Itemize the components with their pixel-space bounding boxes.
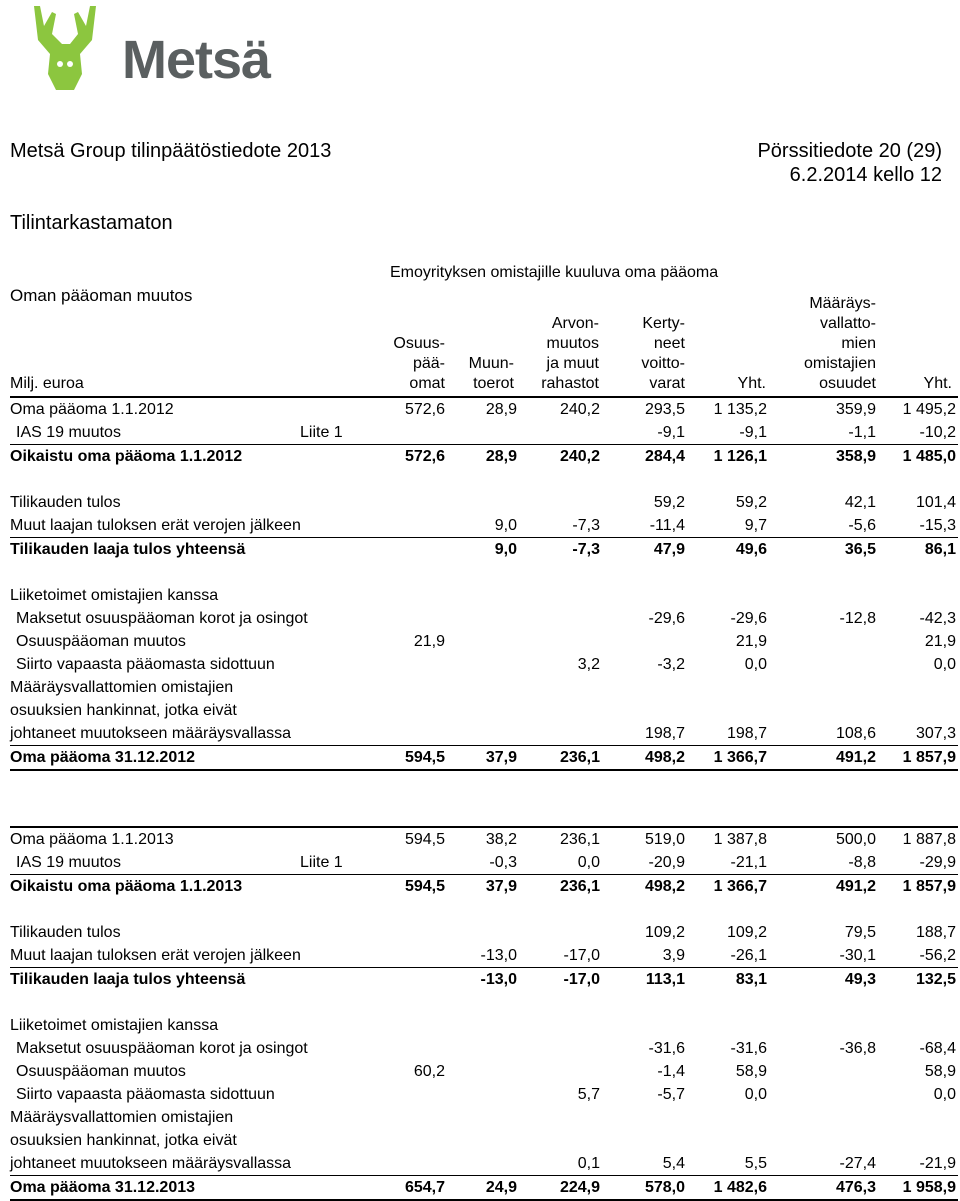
table-row <box>10 1037 958 1060</box>
cell-value: 58,9 <box>924 1063 956 1080</box>
column-header-c3: Arvon- <box>551 315 599 332</box>
cell-value: 0,0 <box>933 1086 956 1103</box>
cell-value: -13,0 <box>480 971 517 988</box>
row-label: Tilikauden tulos <box>10 494 121 511</box>
cell-value: 198,7 <box>644 725 685 742</box>
column-header-c1: Osuus- <box>393 335 445 352</box>
column-header-c6: mien <box>841 335 876 352</box>
row-label: Siirto vapaasta pääomasta sidottuun <box>16 1086 275 1103</box>
row-label: IAS 19 muutos <box>16 854 121 871</box>
column-header-c1: pää- <box>412 355 445 372</box>
cell-value: 5,5 <box>744 1155 767 1172</box>
cell-value: -5,7 <box>657 1086 685 1103</box>
cell-value: 240,2 <box>559 401 600 418</box>
column-header-c6: osuudet <box>819 375 876 392</box>
cell-value: 108,6 <box>835 725 876 742</box>
cell-value: 109,2 <box>644 924 685 941</box>
unit-label: Milj. euroa <box>10 375 84 392</box>
cell-value: 1 887,8 <box>902 831 956 848</box>
cell-value: 498,2 <box>644 878 685 895</box>
row-label: Oikaistu oma pääoma 1.1.2013 <box>10 878 243 895</box>
cell-value: 42,1 <box>844 494 876 511</box>
row-label: osuuksien hankinnat, jotka eivät <box>10 1132 237 1149</box>
cell-value: 5,7 <box>577 1086 600 1103</box>
column-group-title: Emoyrityksen omistajille kuuluva oma pääoma <box>390 264 719 281</box>
equity-table-2013 <box>10 826 958 1201</box>
cell-value: 28,9 <box>485 448 517 465</box>
section-title: Oman pääoman muutos <box>10 286 193 305</box>
row-label: Liiketoimet omistajien kanssa <box>10 587 219 604</box>
cell-value: -1,1 <box>848 424 876 441</box>
cell-value: 21,9 <box>735 633 767 650</box>
note-reference: Liite 1 <box>300 854 343 871</box>
cell-value: -31,6 <box>730 1040 767 1057</box>
table-row <box>10 1176 958 1201</box>
cell-value: 1 366,7 <box>713 878 767 895</box>
cell-value: 284,4 <box>644 448 685 465</box>
cell-value: 476,3 <box>835 1179 876 1196</box>
column-header-c4: voitto- <box>641 355 685 372</box>
document-title: Metsä Group tilinpäätöstiedote 2013 <box>10 140 332 162</box>
row-label: Tilikauden laaja tulos yhteensä <box>10 541 246 558</box>
cell-value: -9,1 <box>739 424 767 441</box>
logo-wordmark: Metsä <box>122 30 271 90</box>
table-row <box>10 676 958 699</box>
cell-value: 498,2 <box>644 749 685 766</box>
cell-value: -29,6 <box>730 610 767 627</box>
cell-value: -36,8 <box>839 1040 876 1057</box>
row-label: Osuuspääoman muutos <box>16 1063 186 1080</box>
cell-value: -17,0 <box>563 971 600 988</box>
column-header-c2: toerot <box>473 375 514 392</box>
row-label: Oma pääoma 31.12.2012 <box>10 749 196 766</box>
cell-value: -1,4 <box>657 1063 685 1080</box>
row-label: Oikaistu oma pääoma 1.1.2012 <box>10 448 243 465</box>
table-row <box>10 875 958 898</box>
cell-value: -15,3 <box>919 517 956 534</box>
cell-value: 86,1 <box>924 541 956 558</box>
row-label: Oma pääoma 1.1.2013 <box>10 831 174 848</box>
column-header-c4: Kerty- <box>642 315 685 332</box>
row-label: Maksetut osuuspääoman korot ja osingot <box>16 610 308 627</box>
cell-value: 59,2 <box>653 494 685 511</box>
cell-value: 594,5 <box>404 831 445 848</box>
cell-value: 21,9 <box>924 633 956 650</box>
row-label: Määräysvallattomien omistajien <box>10 1109 234 1126</box>
cell-value: 1 958,9 <box>902 1179 956 1196</box>
row-label: johtaneet muutokseen määräysvallassa <box>10 725 292 742</box>
table-row <box>10 1014 958 1037</box>
table-row <box>10 607 958 630</box>
table-row <box>10 722 958 746</box>
column-header-c4: varat <box>649 375 685 392</box>
cell-value: -0,3 <box>489 854 517 871</box>
column-header-c1: omat <box>409 375 445 392</box>
cell-value: 0,0 <box>744 1086 767 1103</box>
cell-value: 9,0 <box>494 541 517 558</box>
cell-value: 359,9 <box>835 401 876 418</box>
cell-value: 236,1 <box>559 749 600 766</box>
row-label: Tilikauden laaja tulos yhteensä <box>10 971 246 988</box>
table-row <box>10 944 958 968</box>
cell-value: -3,2 <box>657 656 685 673</box>
cell-value: 307,3 <box>915 725 956 742</box>
table-row <box>10 630 958 653</box>
cell-value: -29,6 <box>648 610 685 627</box>
cell-value: 58,9 <box>735 1063 767 1080</box>
cell-value: 572,6 <box>404 401 445 418</box>
table-row <box>10 851 958 875</box>
table-row <box>10 921 958 944</box>
cell-value: 491,2 <box>835 878 876 895</box>
table-row <box>10 421 958 445</box>
column-header-c6: omistajien <box>803 355 876 372</box>
cell-value: 594,5 <box>404 878 445 895</box>
equity-table-2012 <box>10 396 958 771</box>
cell-value: 198,7 <box>726 725 767 742</box>
table-row <box>10 699 958 722</box>
column-header-c6: Määräys- <box>809 295 876 312</box>
table-row <box>10 1060 958 1083</box>
cell-value: -13,0 <box>480 947 517 964</box>
row-label: Siirto vapaasta pääomasta sidottuun <box>16 656 275 673</box>
cell-value: 358,9 <box>835 448 876 465</box>
cell-value: 1 857,9 <box>902 749 956 766</box>
row-label: Maksetut osuuspääoman korot ja osingot <box>16 1040 308 1057</box>
cell-value: 236,1 <box>559 831 600 848</box>
table-row <box>10 445 958 468</box>
cell-value: 500,0 <box>835 831 876 848</box>
cell-value: -30,1 <box>839 947 876 964</box>
column-header-c3: rahastot <box>541 375 599 392</box>
cell-value: -29,9 <box>919 854 956 871</box>
cell-value: -21,1 <box>730 854 767 871</box>
table-row <box>10 653 958 676</box>
cell-value: 188,7 <box>915 924 956 941</box>
row-label: Osuuspääoman muutos <box>16 633 186 650</box>
cell-value: 1 482,6 <box>713 1179 767 1196</box>
cell-value: 113,1 <box>645 971 685 988</box>
cell-value: 491,2 <box>835 749 876 766</box>
release-date: 6.2.2014 kello 12 <box>789 164 942 186</box>
row-label: osuuksien hankinnat, jotka eivät <box>10 702 237 719</box>
cell-value: -12,8 <box>839 610 876 627</box>
release-number: Pörssitiedote 20 (29) <box>757 140 942 162</box>
cell-value: -8,8 <box>848 854 876 871</box>
cell-value: -7,3 <box>572 517 600 534</box>
table-row <box>10 1152 958 1176</box>
cell-value: 49,3 <box>844 971 876 988</box>
cell-value: -7,3 <box>572 541 600 558</box>
cell-value: 28,9 <box>485 401 517 418</box>
column-header-c2: Muun- <box>468 355 514 372</box>
cell-value: 3,2 <box>577 656 600 673</box>
cell-value: 5,4 <box>662 1155 685 1172</box>
row-label: Muut laajan tuloksen erät verojen jälkeen <box>10 947 301 964</box>
cell-value: 224,9 <box>559 1179 600 1196</box>
row-label: Tilikauden tulos <box>10 924 121 941</box>
row-label: Määräysvallattomien omistajien <box>10 679 234 696</box>
row-label: Oma pääoma 1.1.2012 <box>10 401 174 418</box>
column-header-c3: muutos <box>546 335 599 352</box>
cell-value: 49,6 <box>735 541 767 558</box>
cell-value: 21,9 <box>413 633 445 650</box>
cell-value: 0,0 <box>744 656 767 673</box>
cell-value: 1 126,1 <box>713 448 767 465</box>
column-header-c7: Yht. <box>923 375 952 392</box>
table-row <box>10 491 958 514</box>
cell-value: 1 495,2 <box>902 401 956 418</box>
cell-value: 9,7 <box>744 517 767 534</box>
cell-value: 0,0 <box>577 854 600 871</box>
cell-value: 37,9 <box>485 749 517 766</box>
table-row <box>10 826 958 851</box>
cell-value: 1 135,2 <box>713 401 767 418</box>
cell-value: 519,0 <box>644 831 685 848</box>
metsa-logo <box>30 4 271 94</box>
cell-value: 83,1 <box>735 971 767 988</box>
table-row <box>10 396 958 421</box>
cell-value: -10,2 <box>919 424 956 441</box>
cell-value: 236,1 <box>559 878 600 895</box>
cell-value: 47,9 <box>653 541 685 558</box>
cell-value: 1 485,0 <box>902 448 956 465</box>
cell-value: 3,9 <box>662 947 685 964</box>
cell-value: 109,2 <box>726 924 767 941</box>
cell-value: 101,4 <box>915 494 956 511</box>
note-reference: Liite 1 <box>300 424 343 441</box>
cell-value: 1 387,8 <box>713 831 767 848</box>
cell-value: 9,0 <box>494 517 517 534</box>
cell-value: 594,5 <box>404 749 445 766</box>
cell-value: 578,0 <box>644 1179 685 1196</box>
cell-value: -26,1 <box>730 947 767 964</box>
cell-value: -56,2 <box>919 947 956 964</box>
table-row <box>10 968 958 991</box>
table-row <box>10 1129 958 1152</box>
column-header-c4: neet <box>653 335 685 352</box>
cell-value: -31,6 <box>648 1040 685 1057</box>
table-row <box>10 746 958 771</box>
cell-value: 38,2 <box>485 831 517 848</box>
cell-value: 654,7 <box>404 1179 445 1196</box>
table-row <box>10 584 958 607</box>
row-label: Oma pääoma 31.12.2013 <box>10 1179 196 1196</box>
table-row <box>10 538 958 561</box>
column-header-c3: ja muut <box>546 355 599 372</box>
cell-value: -21,9 <box>919 1155 956 1172</box>
cell-value: -11,4 <box>649 517 685 534</box>
cell-value: 572,6 <box>404 448 445 465</box>
cell-value: 1 366,7 <box>713 749 767 766</box>
row-label: Muut laajan tuloksen erät verojen jälkeen <box>10 517 301 534</box>
cell-value: 293,5 <box>644 401 685 418</box>
cell-value: -68,4 <box>919 1040 956 1057</box>
cell-value: -9,1 <box>657 424 685 441</box>
cell-value: 24,9 <box>485 1179 517 1196</box>
moose-icon <box>30 4 120 92</box>
cell-value: -20,9 <box>648 854 685 871</box>
table-row <box>10 514 958 538</box>
row-label: Liiketoimet omistajien kanssa <box>10 1017 219 1034</box>
cell-value: 59,2 <box>735 494 767 511</box>
audit-status: Tilintarkastamaton <box>10 212 173 234</box>
column-header-c5: Yht. <box>737 375 766 392</box>
cell-value: 0,0 <box>933 656 956 673</box>
cell-value: 37,9 <box>485 878 517 895</box>
cell-value: 0,1 <box>577 1155 600 1172</box>
cell-value: 1 857,9 <box>902 878 956 895</box>
row-label: johtaneet muutokseen määräysvallassa <box>10 1155 292 1172</box>
cell-value: 79,5 <box>844 924 876 941</box>
cell-value: -5,6 <box>848 517 876 534</box>
column-header-c6: vallatto- <box>819 315 876 332</box>
cell-value: -17,0 <box>563 947 600 964</box>
cell-value: 132,5 <box>915 971 956 988</box>
row-label: IAS 19 muutos <box>16 424 121 441</box>
cell-value: 60,2 <box>413 1063 445 1080</box>
cell-value: 240,2 <box>559 448 600 465</box>
table-row <box>10 1083 958 1106</box>
table-row <box>10 1106 958 1129</box>
cell-value: -42,3 <box>919 610 956 627</box>
cell-value: 36,5 <box>844 541 876 558</box>
cell-value: -27,4 <box>839 1155 876 1172</box>
